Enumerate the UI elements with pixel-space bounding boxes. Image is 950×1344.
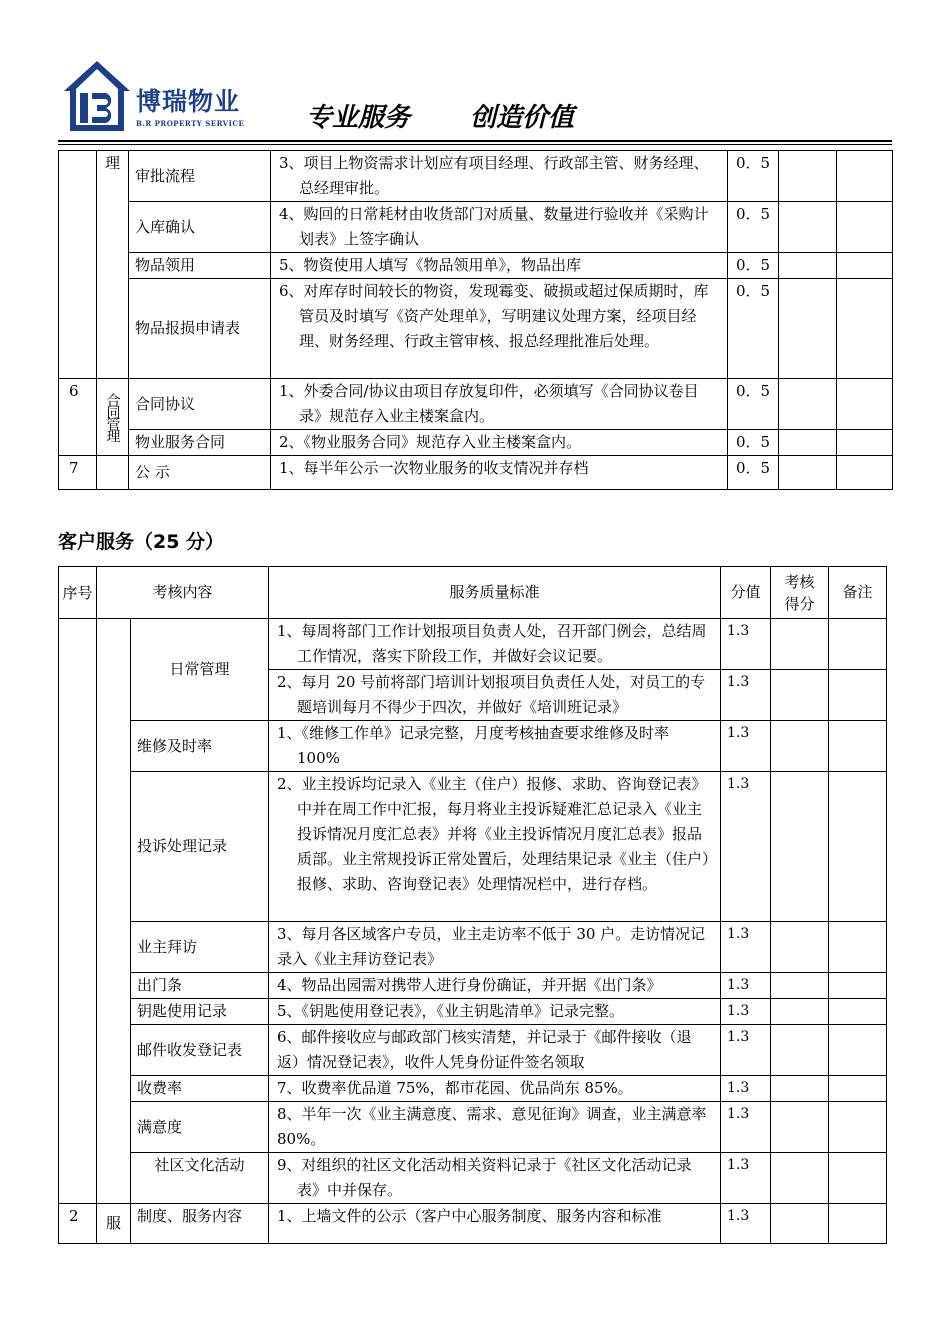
eval-cell: [771, 999, 829, 1025]
standard-cell: 1、每半年公示一次物业服务的收支情况并存档: [271, 456, 728, 490]
score-cell: 1.3: [721, 619, 771, 670]
eval-cell: [779, 279, 837, 379]
score-cell: 1.3: [721, 1025, 771, 1076]
note-cell: [829, 721, 887, 772]
table-row: [59, 999, 887, 1025]
header-rule: [58, 140, 892, 142]
category-label: 合同管理: [104, 393, 121, 441]
table-row: [59, 772, 887, 922]
header-note: 备注: [829, 567, 887, 619]
note-cell: [829, 670, 887, 721]
item-cell: 收费率: [131, 1076, 269, 1102]
item-cell: 出门条: [131, 973, 269, 999]
eval-cell: [771, 1102, 829, 1153]
eval-cell: [779, 430, 837, 456]
slogan-part-2: 创造价值: [470, 103, 575, 133]
note-cell: [829, 973, 887, 999]
standard-cell: 1、外委合同/协议由项目存放复印件，必须填写《合同协议卷目录》规范存入业主楼案盒内。: [271, 379, 728, 430]
header-no: 序号: [59, 567, 97, 619]
row-number: 6: [59, 379, 97, 456]
note-cell: [837, 456, 893, 490]
standard-cell: 2、《物业服务合同》规范存入业主楼案盒内。: [271, 430, 728, 456]
standard-cell: 2、每月 20 号前将部门培训计划报项目负责任人处，对员工的专题培训每月不得少于四次，并做好《培训班记录》: [269, 670, 721, 721]
page-header: [58, 55, 892, 145]
score-cell: 1.3: [721, 999, 771, 1025]
score-cell: 1.3: [721, 1153, 771, 1204]
table-row: [59, 922, 887, 973]
score-cell: 1.3: [721, 721, 771, 772]
standard-cell: 3、项目上物资需求计划应有项目经理、行政部主管、财务经理、总经理审批。: [271, 151, 728, 202]
header-rule-thin: [58, 144, 892, 145]
item-cell: 日常管理: [131, 619, 269, 721]
table-header-row: [59, 567, 887, 619]
header-eval: 考核得分: [771, 567, 829, 619]
table-row: [59, 456, 893, 490]
item-cell: 钥匙使用记录: [131, 999, 269, 1025]
score-cell: 1.3: [721, 1102, 771, 1153]
eval-cell: [771, 721, 829, 772]
note-cell: [829, 1076, 887, 1102]
item-cell: 物品领用: [129, 253, 271, 279]
score-cell: 0．5: [728, 279, 779, 379]
standard-cell: 7、收费率优品道 75%，都市花园、优品尚东 85%。: [269, 1076, 721, 1102]
row-number: 2: [59, 1204, 97, 1244]
admin-assessment-table: [58, 150, 893, 490]
score-cell: 0．5: [728, 456, 779, 490]
item-cell: 制度、服务内容: [131, 1204, 269, 1244]
score-cell: 1.3: [721, 670, 771, 721]
note-cell: [829, 1153, 887, 1204]
table-row: [59, 151, 893, 202]
standard-cell: 1、每周将部门工作计划报项目负责人处，召开部门例会，总结周工作情况，落实下阶段工作，并做好会议记要。: [269, 619, 721, 670]
slogan-part-1: 专业服务: [306, 103, 411, 133]
note-cell: [829, 922, 887, 973]
table-row: [59, 973, 887, 999]
brand-name: 博瑞物业: [136, 87, 241, 116]
table-row: [59, 1025, 887, 1076]
score-cell: 0．5: [728, 430, 779, 456]
header-score: 分值: [721, 567, 771, 619]
header-content: 考核内容: [97, 567, 269, 619]
eval-cell: [771, 619, 829, 670]
table-row: [59, 253, 893, 279]
item-cell: 物品报损申请表: [129, 279, 271, 379]
score-cell: 0．5: [728, 379, 779, 430]
eval-cell: [771, 772, 829, 922]
table-row: [59, 202, 893, 253]
item-cell: 入库确认: [129, 202, 271, 253]
item-cell: 社区文化活动: [131, 1153, 269, 1204]
eval-cell: [779, 253, 837, 279]
standard-cell: 6、邮件接收应与邮政部门核实清楚，并记录于《邮件接收（退返）情况登记表》，收件人凭身份证件签名领取: [269, 1025, 721, 1076]
brand-english: B.R PROPERTY SERVICE: [136, 119, 245, 128]
item-cell: 维修及时率: [131, 721, 269, 772]
score-cell: 1.3: [721, 1204, 771, 1244]
note-cell: [837, 151, 893, 202]
category-cell: [97, 456, 129, 490]
section-title: 客户服务（25 分）: [58, 531, 225, 553]
eval-cell: [779, 151, 837, 202]
note-cell: [829, 1204, 887, 1244]
score-cell: 1.3: [721, 1076, 771, 1102]
eval-cell: [779, 202, 837, 253]
customer-service-table: [58, 566, 887, 1244]
header-standard: 服务质量标准: [269, 567, 721, 619]
table-row: [59, 1076, 887, 1102]
note-cell: [829, 999, 887, 1025]
note-cell: [837, 379, 893, 430]
eval-cell: [771, 922, 829, 973]
item-cell: 物业服务合同: [129, 430, 271, 456]
category-cell: [97, 619, 131, 1204]
table-row: [59, 619, 887, 670]
category-cell: [97, 379, 129, 456]
item-cell: 合同协议: [129, 379, 271, 430]
standard-cell: 9、对组织的社区文化活动相关资料记录于《社区文化活动记录表》中并保存。: [269, 1153, 721, 1204]
item-cell: 公 示: [129, 456, 271, 490]
eval-cell: [779, 456, 837, 490]
row-number: 7: [59, 456, 97, 490]
score-cell: 1.3: [721, 922, 771, 973]
category-cell: 服: [97, 1204, 131, 1244]
eval-cell: [771, 1076, 829, 1102]
table-row: [59, 721, 887, 772]
score-cell: 0．5: [728, 253, 779, 279]
score-cell: 1.3: [721, 772, 771, 922]
standard-cell: 4、物品出园需对携带人进行身份确证，并开据《出门条》: [269, 973, 721, 999]
note-cell: [837, 279, 893, 379]
eval-cell: [771, 973, 829, 999]
eval-cell: [771, 670, 829, 721]
note-cell: [829, 1102, 887, 1153]
table-row: [59, 1204, 887, 1244]
note-cell: [837, 430, 893, 456]
standard-cell: 5、物资使用人填写《物品领用单》，物品出库: [271, 253, 728, 279]
score-cell: 0．5: [728, 202, 779, 253]
score-cell: 0．5: [728, 151, 779, 202]
row-number: [59, 151, 97, 379]
standard-cell: 4、购回的日常耗材由收货部门对质量、数量进行验收并《采购计划表》上签字确认: [271, 202, 728, 253]
slogan: [306, 101, 574, 135]
standard-cell: 1、《维修工作单》记录完整，月度考核抽查要求维修及时率 100%: [269, 721, 721, 772]
score-cell: 1.3: [721, 973, 771, 999]
standard-cell: 1、上墙文件的公示（客户中心服务制度、服务内容和标准: [269, 1204, 721, 1244]
note-cell: [837, 202, 893, 253]
item-cell: 邮件收发登记表: [131, 1025, 269, 1076]
table-row: [59, 1153, 887, 1204]
item-cell: 投诉处理记录: [131, 772, 269, 922]
standard-cell: 6、对库存时间较长的物资，发现霉变、破损或超过保质期时，库管员及时填写《资产处理单》，写明建议处理方案，经项目经理、财务经理、行政主管审核、报总经理批准后处理。: [271, 279, 728, 379]
table-row: [59, 279, 893, 379]
table-row: [59, 430, 893, 456]
standard-cell: 3、每月各区域客户专员，业主走访率不低于 30 户。走访情况记录入《业主拜访登记表》: [269, 922, 721, 973]
eval-cell: [771, 1025, 829, 1076]
eval-cell: [779, 379, 837, 430]
note-cell: [829, 1025, 887, 1076]
standard-cell: 2、业主投诉均记录入《业主（住户）报修、求助、咨询登记表》中并在周工作中汇报，每月将业主投诉疑难汇总记录入《业主投诉情况月度汇总表》并将《业主投诉情况月度汇总表》报品质部。业主常规投诉正常处置后，处理结果记录《业主（住户）报修、求助、咨询登记表》处理情况栏中，进行存档。: [269, 772, 721, 922]
row-number: [59, 619, 97, 1204]
standard-cell: 8、半年一次《业主满意度、需求、意见征询》调查，业主满意率 80%。: [269, 1102, 721, 1153]
eval-cell: [771, 1153, 829, 1204]
item-cell: 满意度: [131, 1102, 269, 1153]
category-cell: 理: [97, 151, 129, 379]
note-cell: [829, 772, 887, 922]
eval-cell: [771, 1204, 829, 1244]
note-cell: [837, 253, 893, 279]
standard-cell: 5、《钥匙使用登记表》，《业主钥匙清单》记录完整。: [269, 999, 721, 1025]
note-cell: [829, 619, 887, 670]
table-row: [59, 1102, 887, 1153]
item-cell: 审批流程: [129, 151, 271, 202]
house-logo-icon: [62, 59, 132, 135]
item-cell: 业主拜访: [131, 922, 269, 973]
table-row: [59, 379, 893, 430]
